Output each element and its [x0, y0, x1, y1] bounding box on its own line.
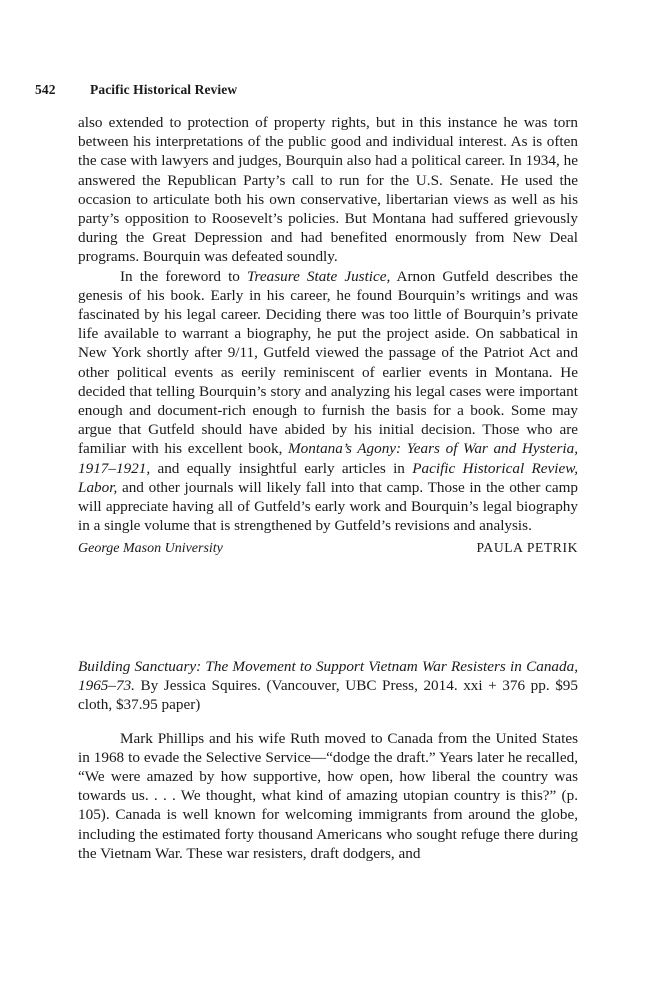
text-run: and other journals will likely fall into that camp. Those in the other camp will appreciate having all of Gutfeld’s early work and Bourquin’s legal biography in a single volume that is strengthened by Gutfeld’s revisions and analysis. — [78, 478, 578, 535]
paragraph: also extended to protection of property rights, but in this instance he was torn between his interpretations of the public good and individual interest. As is often the case with lawyers and judges, Bourquin also had a political career. In 1934, he answered the Republican Party’s call to run for the U.S. Senate. He used the occasion to articulate both his own conservative, libertarian views as well as his party’s opposition to Roosevelt’s policies. But Montana had suffered grievously during the Great Depression and had benefited enormously from New Deal programs. Bourquin was defeated soundly. — [78, 114, 578, 266]
paragraph — [78, 267, 578, 536]
citation-details: By Jessica Squires. (Vancouver, UBC Press, 2014. xxi + 376 pp. $95 cloth, $37.95 paper) — [78, 677, 578, 714]
signature-line — [78, 538, 578, 558]
reviewer-affiliation: George Mason University — [78, 541, 223, 557]
journal-title: Pacific Historical Review — [90, 82, 238, 97]
text-run: and equally insightful early articles in — [150, 459, 413, 477]
paragraph: Mark Phillips and his wife Ruth moved to Canada from the United States in 1968 to evade the Selective Service—“dodge the draft.” Years later he recalled, “We were amazed by how supportive, how open, how liberal the country was towards us. . . . We thought, what kind of amazing utopian country is this?” (p. 105). Canada is well known for welcoming immigrants from around the globe, including the estimated forty thousand Americans who sought refuge there during the Vietnam War. These war resisters, draft dodgers, and — [78, 729, 578, 862]
book-title: Montana’s Agony: Years of War and Hysteria, 1917–1921, — [78, 440, 578, 477]
review-two — [78, 657, 578, 863]
text-run: In the foreword to — [120, 267, 247, 285]
review-one — [78, 113, 578, 559]
book-citation — [78, 657, 578, 715]
journal-names: Pacific Historical Review, Labor, — [78, 459, 578, 496]
reviewer-name: PAULA PETRIK — [476, 540, 578, 556]
page-number: 542 — [35, 82, 56, 97]
text-run: Arnon Gutfeld describes the genesis of his book. Early in his career, he found Bourquin’s writings and was fascinated by his legal career. Deciding there was too little of Bourquin’s private life available to warrant a biography, he put the project aside. On sabbatical in New York shortly after 9/11, Gutfeld viewed the passage of the Patriot Act and other political events as eerily reminiscent of earlier events in Montana. He decided that telling Bourquin’s story and analyzing his legal cases were important enough and document-rich enough to furnish the basis for a book. Some may argue that Gutfeld should have abided by his initial decision. Those who are familiar with his excellent book, — [78, 267, 578, 458]
running-head — [35, 82, 237, 98]
book-title: Building Sanctuary: The Movement to Support Vietnam War Resisters in Canada, 1965–73. — [78, 658, 578, 695]
book-title: Treasure State Justice, — [246, 267, 391, 285]
